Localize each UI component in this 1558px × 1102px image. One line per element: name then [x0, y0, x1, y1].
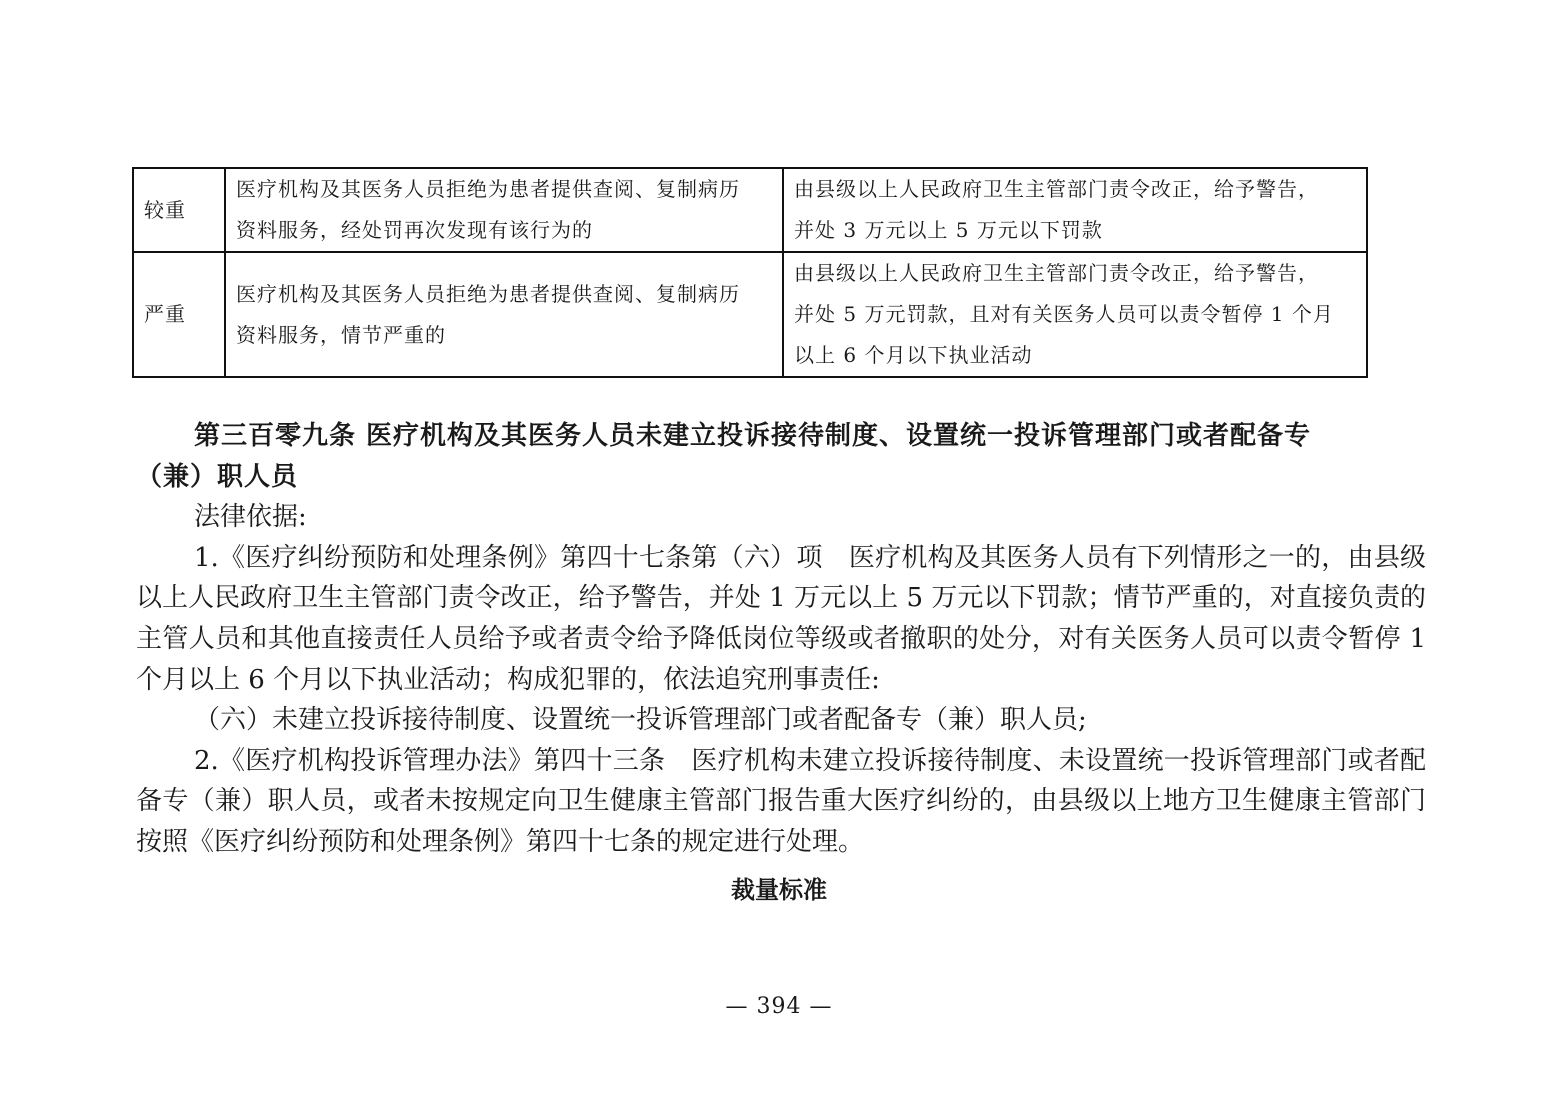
discretion-table [132, 167, 1368, 378]
level-cell: 严重 [133, 252, 225, 377]
situation-line: 医疗机构及其医务人员拒绝为患者提供查阅、复制病历 [236, 177, 740, 201]
table-row [133, 252, 1367, 377]
situation-line: 医疗机构及其医务人员拒绝为患者提供查阅、复制病历 [236, 281, 740, 306]
penalty-line: 并处 5 万元罚款，且对有关医务人员可以责令暂停 1 个月 [794, 302, 1334, 326]
basis-item-6: （六）未建立投诉接待制度、设置统一投诉管理部门或者配备专（兼）职人员; [194, 705, 1087, 736]
penalty-cell [783, 168, 1367, 252]
penalty-line: 由县级以上人民政府卫生主管部门责令改正，给予警告， [794, 261, 1319, 285]
basis-paragraph-2: 2.《医疗机构投诉管理办法》第四十三条 医疗机构未建立投诉接待制度、未设置统一投诉管理部门或者配备专（兼）职人员，或者未按规定向卫生健康主管部门报告重大医疗纠纷的，由县级以上地方卫生健康主管部门按照《医疗纠纷预防和处理条例》第四十七条的规定进行处理。 [136, 745, 1426, 857]
penalty-line: 由县级以上人民政府卫生主管部门责令改正，给予警告， [794, 177, 1319, 201]
table-row [133, 168, 1367, 252]
penalty-line: 并处 3 万元以上 5 万元以下罚款 [794, 218, 1103, 242]
page-number: — 394 — [725, 994, 833, 1019]
article-heading: 第三百零九条 医疗机构及其医务人员未建立投诉接待制度、设置统一投诉管理部门或者配备专 [194, 421, 1312, 451]
article-heading-continued: （兼）职人员 [136, 461, 299, 492]
basis-paragraph-1: 1.《医疗纠纷预防和处理条例》第四十七条第（六）项 医疗机构及其医务人员有下列情形之一的，由县级以上人民政府卫生主管部门责令改正，给予警告，并处 1 万元以上 5 万元以下罚款；情节严重的，对直接负责的主管人员和其他直接责任人员给予或者责令给予降低岗位等级或者撤职的处分，对有关医务人员可以责令暂停 1 个月以上 6 个月以下执业活动；构成犯罪的，依法追究刑事责任: [136, 542, 1426, 695]
basis-label: 法律依据: [194, 502, 307, 533]
article-body [136, 416, 1426, 863]
situation-cell [225, 168, 783, 252]
situation-line: 资料服务，经处罚再次发现有该行为的 [236, 218, 593, 242]
situation-line: 资料服务，情节严重的 [236, 322, 446, 347]
penalty-cell [783, 252, 1367, 377]
section-title: 裁量标准 [731, 876, 827, 904]
penalty-line: 以上 6 个月以下执业活动 [794, 343, 1033, 367]
level-cell: 较重 [133, 168, 225, 252]
situation-cell [225, 252, 783, 377]
